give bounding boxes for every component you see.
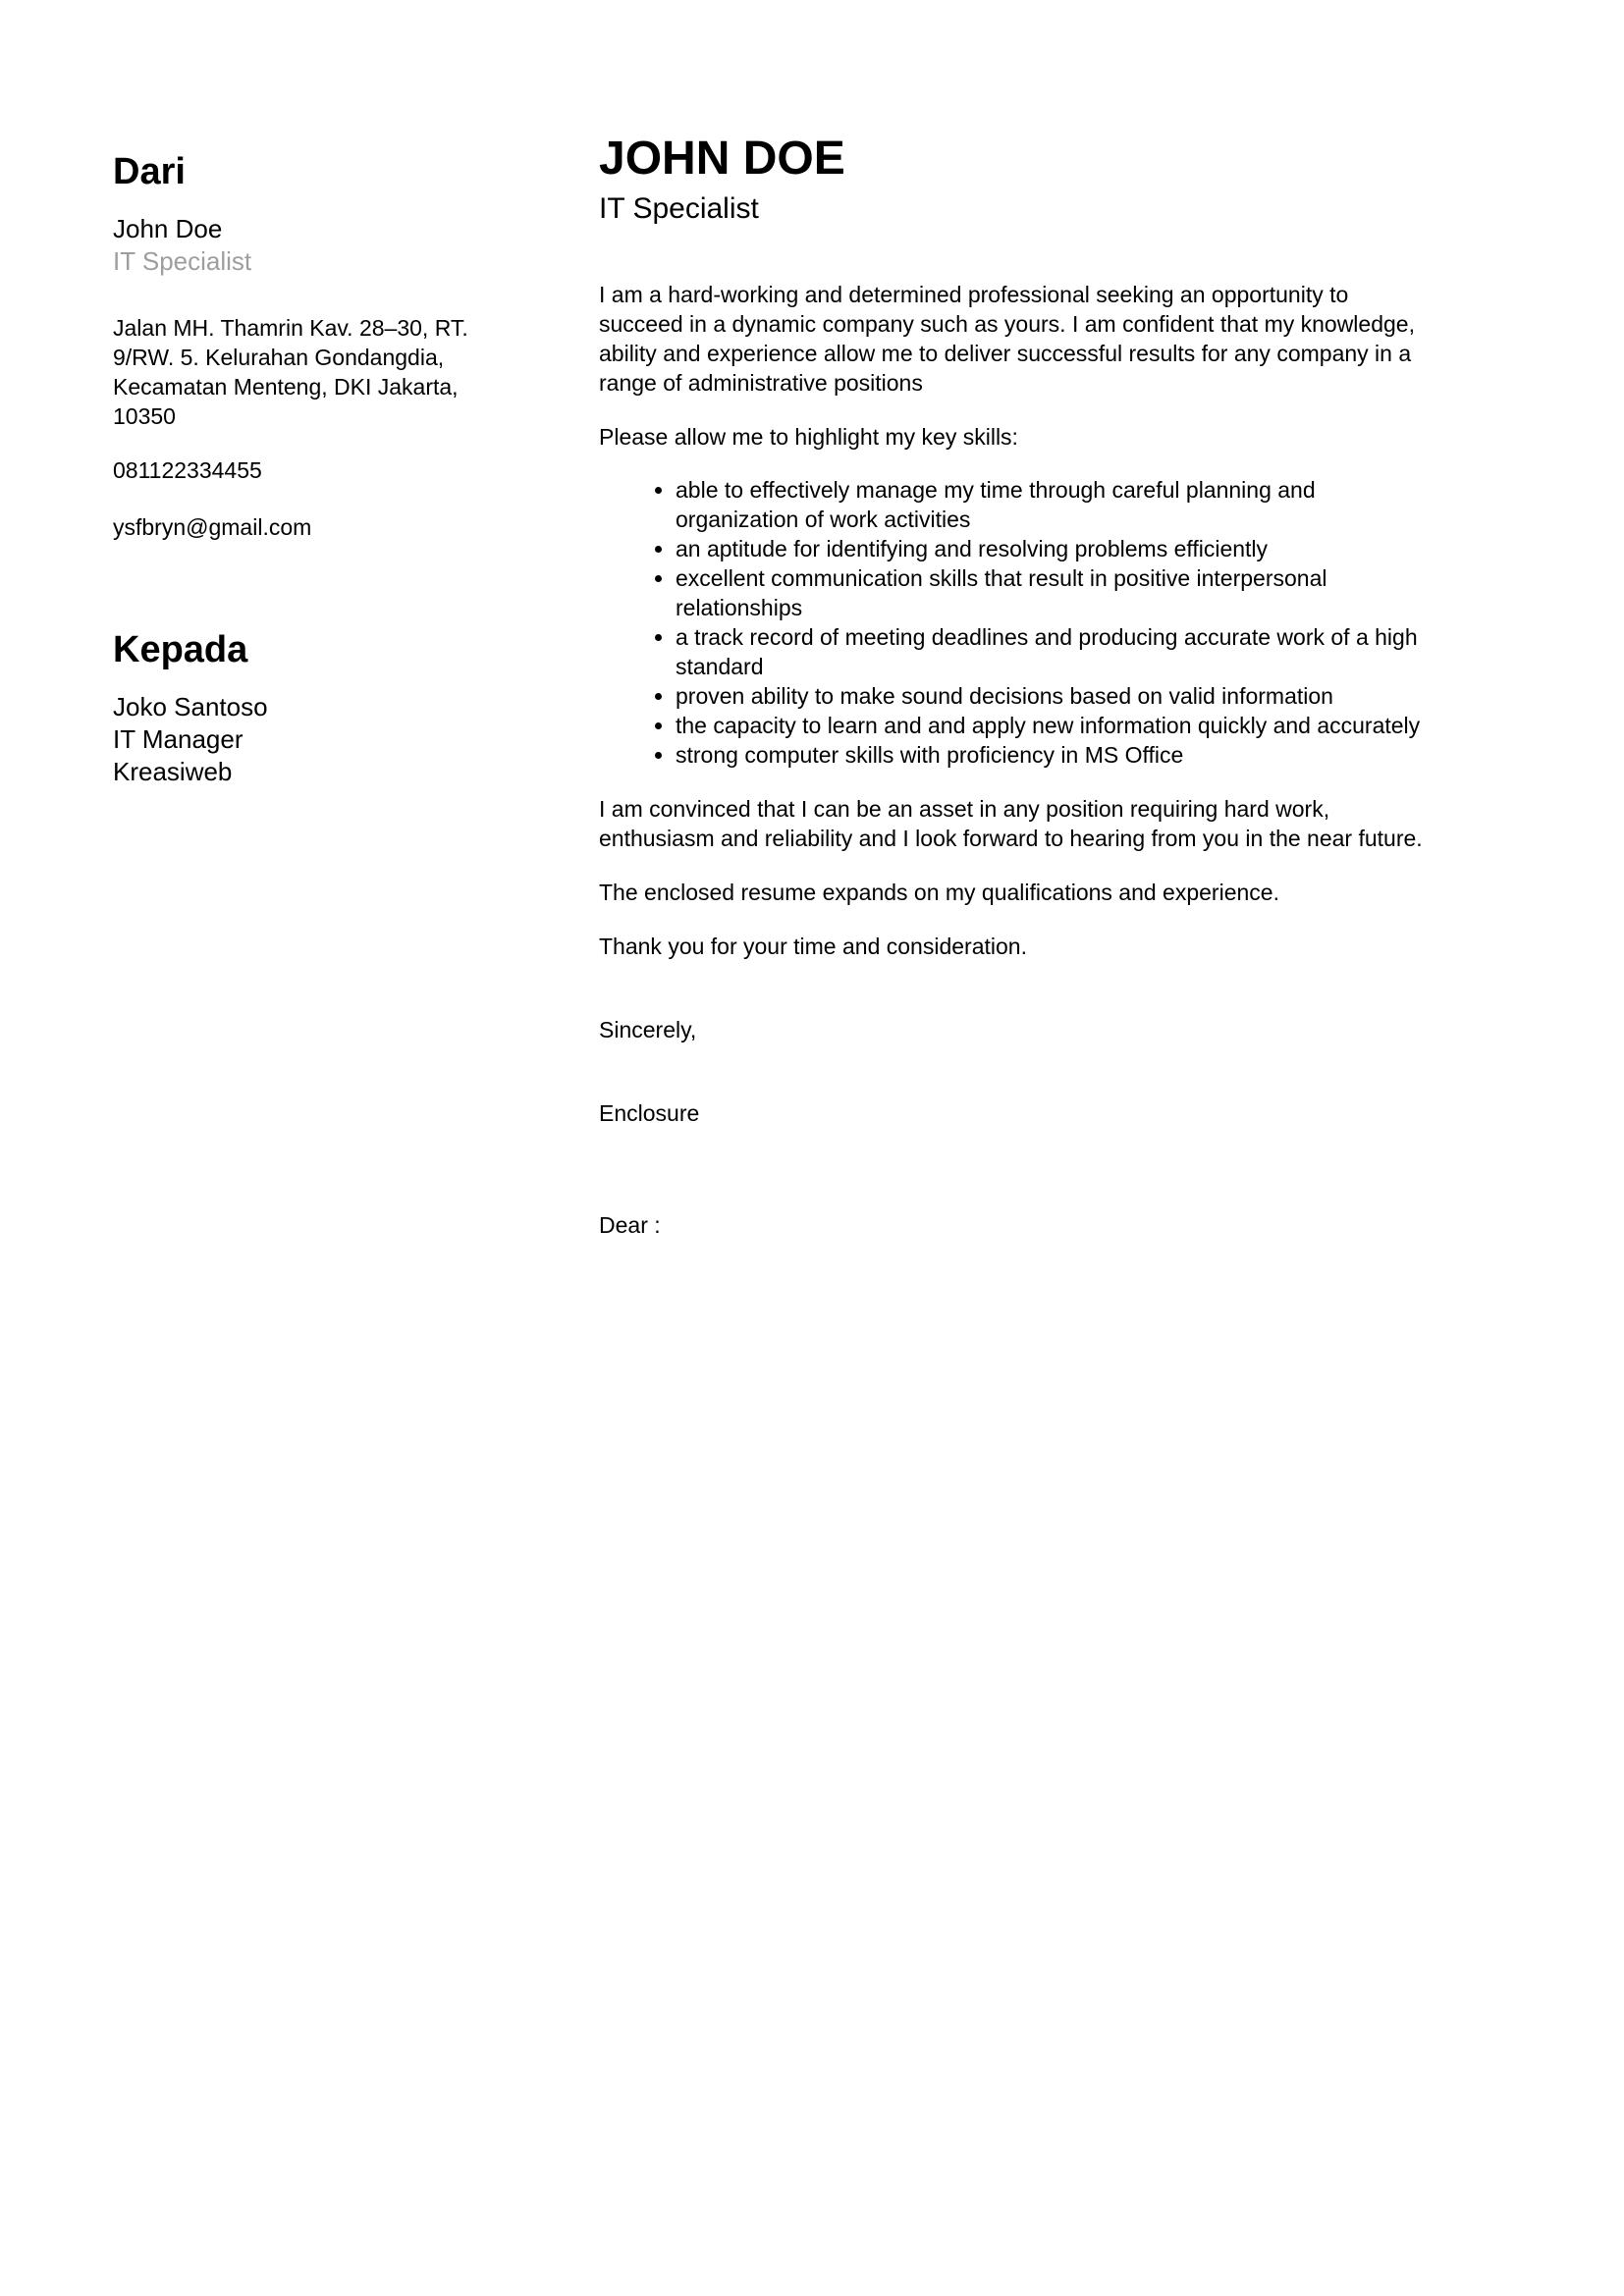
address-line: Jalan MH. Thamrin Kav. 28–30, RT. xyxy=(113,315,468,341)
skill-item: • excellent communication skills that result in positive interpersonal relationships xyxy=(676,563,1435,622)
recipient-name: Joko Santoso xyxy=(113,692,268,721)
applicant-name-heading: JOHN DOE xyxy=(599,133,845,185)
recipient-section-heading: Kepada xyxy=(113,629,248,670)
sender-email: ysfbryn@gmail.com xyxy=(113,514,312,540)
letter-sidebar xyxy=(113,150,471,788)
skill-item: • the capacity to learn and and apply new information quickly and accurately xyxy=(676,711,1435,740)
sender-address xyxy=(113,313,471,431)
skill-item: • proven ability to make sound decisions based on valid information xyxy=(676,681,1435,711)
enclosure-note: Enclosure xyxy=(599,1100,700,1126)
recipient-job-title: IT Manager xyxy=(113,724,244,754)
skill-item: • able to effectively manage my time through careful planning and organization of work activities xyxy=(676,475,1435,534)
address-line: Kecamatan Menteng, DKI Jakarta, xyxy=(113,374,459,400)
intro-paragraph: I am a hard-working and determined professional seeking an opportunity to succeed in a dynamic company such as yours. I am confident that my knowledge, ability and experience allow me to deliver successful results for any company in a range of administrative positions xyxy=(599,282,1415,396)
skill-item: • strong computer skills with proficiency in MS Office xyxy=(676,740,1435,770)
signoff: Sincerely, xyxy=(599,1017,697,1042)
skill-item: • a track record of meeting deadlines and producing accurate work of a high standard xyxy=(676,622,1435,681)
sender-phone: 081122334455 xyxy=(113,457,262,483)
applicant-title: IT Specialist xyxy=(599,192,759,225)
skills-list xyxy=(599,475,1435,770)
skill-item: • an aptitude for identifying and resolving problems efficiently xyxy=(676,534,1435,563)
recipient-company: Kreasiweb xyxy=(113,757,233,786)
sender-name: John Doe xyxy=(113,214,223,243)
closing-paragraph: The enclosed resume expands on my qualifications and experience. xyxy=(599,880,1279,905)
letter-body xyxy=(599,132,1435,1240)
skills-lead-paragraph: Please allow me to highlight my key skills: xyxy=(599,424,1018,450)
closing-paragraph: Thank you for your time and consideration. xyxy=(599,934,1027,959)
closing-paragraphs xyxy=(599,794,1435,961)
sender-job-title: IT Specialist xyxy=(113,246,252,276)
address-line: 9/RW. 5. Kelurahan Gondangdia, xyxy=(113,345,445,370)
sender-section-heading: Dari xyxy=(113,151,186,192)
address-line: 10350 xyxy=(113,403,176,429)
closing-paragraph: I am convinced that I can be an asset in any position requiring hard work, enthusiasm and reliability and I look forward to hearing from you in the near future. xyxy=(599,796,1423,851)
salutation: Dear : xyxy=(599,1212,661,1238)
